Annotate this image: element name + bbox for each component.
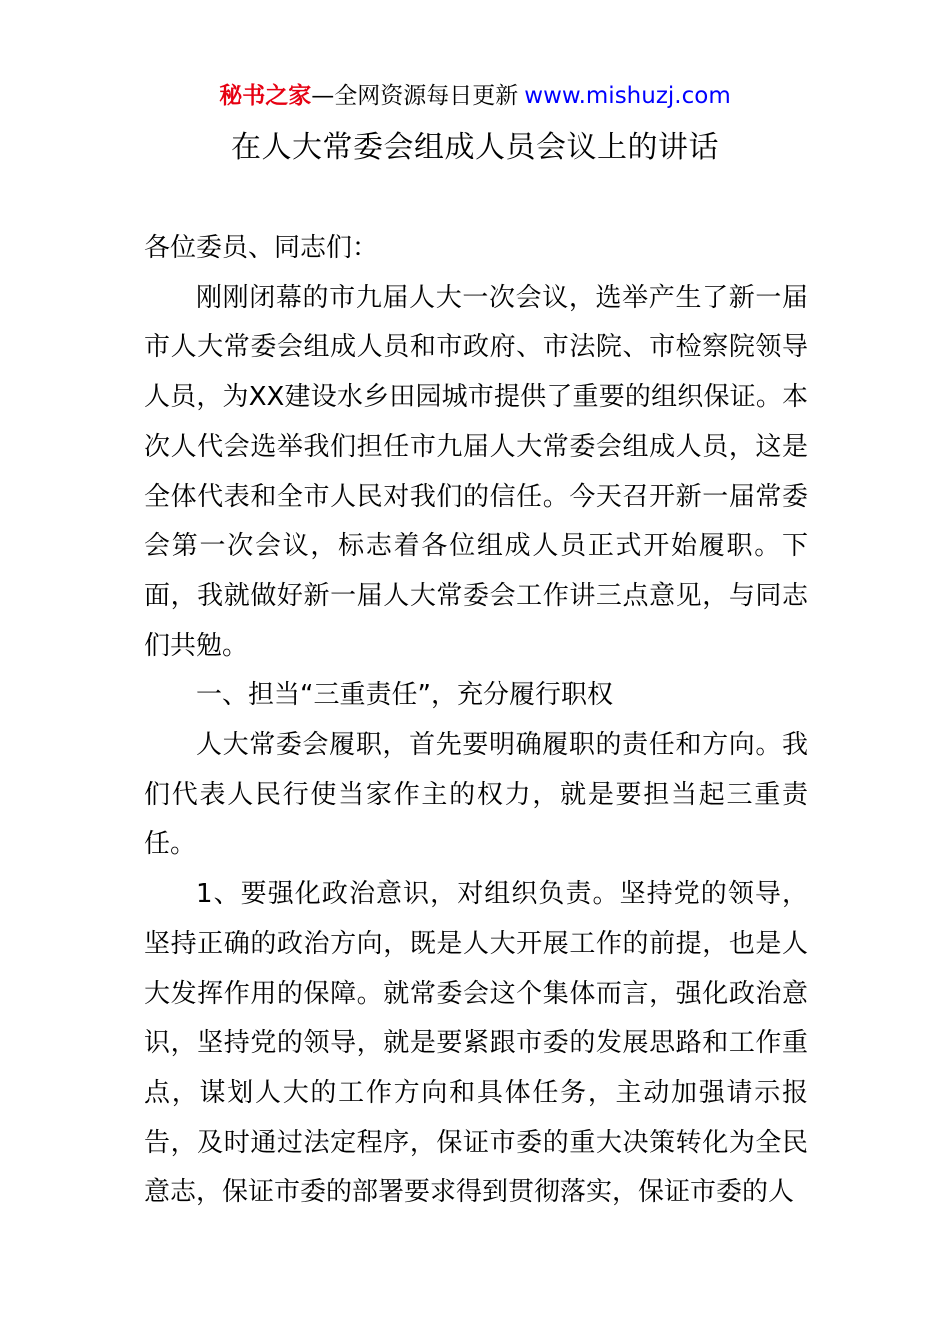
paragraph-political-awareness: 1、要强化政治意识，对组织负责。坚持党的领导，坚持正确的政治方向，既是人大开展工作的前提，也是人大发挥作用的保障。就常委会这个集体而言，强化政治意识，坚持党的领导，就是要紧跟市委的发展思路和工作重点，谋划人大的工作方向和具体任务，主动加强请示报告，及时通过法定程序，保证市委的重大决策转化为全民意志，保证市委的部署要求得到贯彻落实，保证市委的人 (144, 879, 808, 1208)
brand-name: 秘书之家 (219, 83, 312, 109)
header-slogan: —全网资源每日更新 (311, 83, 519, 109)
paragraph-intro: 刚刚闭幕的市九届人大一次会议，选举产生了新一届市人大常委会组成人员和市政府、市法院、市检察院领导人员，为XX建设水乡田园城市提供了重要的组织保证。本次人代会选举我们担任市九届人大常委会组成人员，这是全体代表和全市人民对我们的信任。今天召开新一届常委会第一次会议，标志着各位组成人员正式开始履职。下面，我就做好新一届人大常委会工作讲三点意见，与同志们共勉。 (144, 282, 808, 661)
site-header (0, 80, 950, 112)
paragraph-responsibility: 人大常委会履职，首先要明确履职的责任和方向。我们代表人民行使当家作主的权力，就是要担当起三重责任。 (144, 730, 808, 860)
document-body (144, 224, 808, 1218)
salutation: 各位委员、同志们： (144, 233, 379, 263)
site-url-link[interactable]: www.mishuzj.com (524, 83, 731, 109)
document-title: 在人大常委会组成人员会议上的讲话 (231, 130, 719, 165)
section-heading: 一、担当“三重责任”，充分履行职权 (196, 680, 613, 711)
